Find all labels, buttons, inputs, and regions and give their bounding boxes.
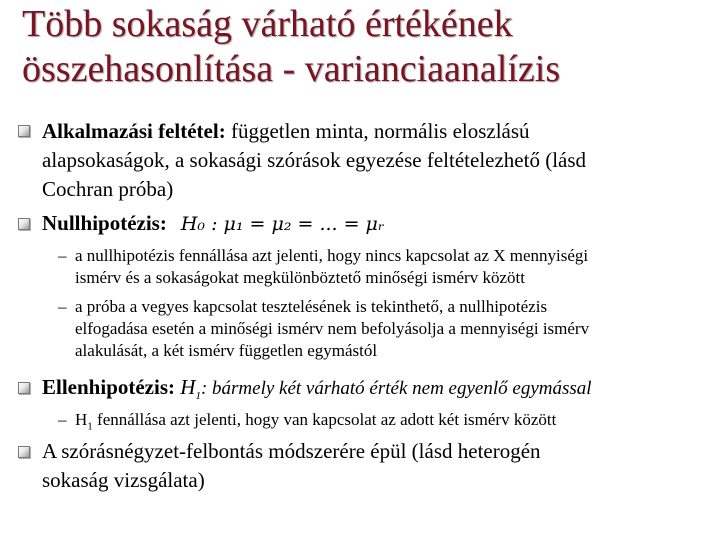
alt-h: H: [180, 375, 196, 399]
bullet-variance-decomposition: [42, 437, 541, 495]
variance-text-1: A szórásnégyzet-felbontás módszerére épül (lásd heterogén: [42, 439, 541, 463]
slide-title: [22, 2, 712, 92]
null-hypothesis-formula: H₀ : μ₁ = μ₂ = ... = μᵣ: [180, 213, 385, 235]
sub-1-line-2: ismérv és a sokaságokat megkülönböztető minőségi ismérv között: [75, 268, 525, 287]
square-bullet-icon: [18, 382, 30, 394]
bullet-alternative-hypothesis: [42, 373, 592, 411]
alternative-hypothesis-text: : bármely két várható érték nem egyenlő egymással: [200, 378, 592, 399]
applicability-text-2: alapsokaságok, a sokasági szórások egyezése feltételezhető (lásd: [42, 148, 587, 172]
title-line-1: Több sokaság várható értékének: [22, 3, 513, 45]
variance-text-2: sokaság vizsgálata): [42, 468, 205, 492]
square-bullet-icon: [18, 125, 30, 137]
title-line-2: összehasonlítása - varianciaanalízis: [22, 48, 561, 90]
bullet-applicability: [42, 117, 586, 204]
alt-sub-h-sub: 1: [87, 420, 93, 433]
sub-2-line-3: alakulását, a két ismérv független egymástól: [75, 341, 378, 360]
sub-2-line-1: a próba a vegyes kapcsolat tesztelésének is tekinthető, a nullhipotézis: [75, 297, 548, 316]
applicability-text-3: Cochran próba): [42, 177, 174, 201]
bullet-null-hypothesis: [42, 209, 385, 239]
square-bullet-icon: [18, 446, 30, 458]
alternative-hypothesis-label: Ellenhipotézis:: [42, 375, 176, 399]
dash-marker: –: [58, 246, 67, 265]
alt-sub-h: H: [75, 410, 88, 429]
dash-marker: –: [58, 410, 67, 429]
null-hypothesis-sub-2: [75, 296, 695, 362]
alt-h-sub: 1: [195, 390, 201, 403]
square-bullet-icon: [18, 218, 30, 230]
null-hypothesis-sub-1: [75, 245, 695, 289]
applicability-label: Alkalmazási feltétel:: [42, 119, 226, 143]
alt-sub-text: fennállása azt jelenti, hogy van kapcsolat az adott két ismérv között: [92, 410, 557, 429]
dash-marker: –: [58, 297, 67, 316]
null-hypothesis-label: Nullhipotézis:: [42, 211, 167, 235]
applicability-text-1: független minta, normális eloszlású: [230, 119, 530, 143]
sub-2-line-2: elfogadása esetén a minőségi ismérv nem befolyásolja a mennyiségi ismérv: [75, 319, 590, 338]
alternative-hypothesis-sub-1: [75, 409, 695, 437]
sub-1-line-1: a nullhipotézis fennállása azt jelenti, hogy nincs kapcsolat az X mennyiségi: [75, 246, 589, 265]
